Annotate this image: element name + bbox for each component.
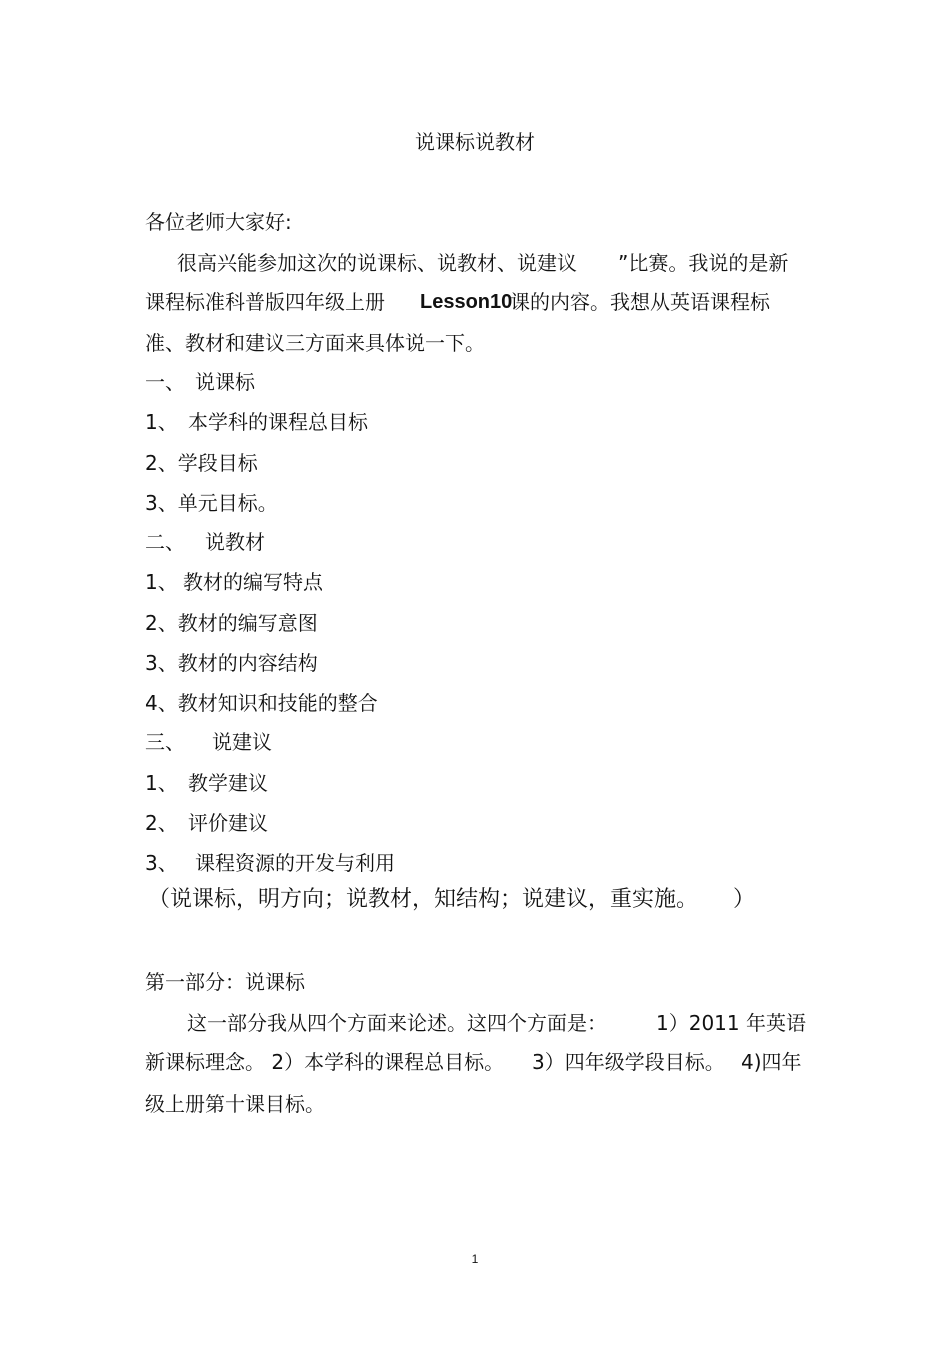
lesson-code: Lesson10 (420, 291, 513, 313)
intro-line-1b: ”比赛。我说的是新 (618, 251, 789, 275)
section-3-item-3-text: 课程资源的开发与利用 (195, 851, 395, 875)
summary-close-paren: ） (733, 887, 756, 912)
page-number: 1 (471, 1252, 479, 1266)
section-3-item-1-text: 教学建议 (188, 771, 268, 795)
section-1-title: 说课标 (195, 370, 255, 394)
section-2-number: 二、 (145, 530, 185, 554)
section-2-item-1-number: 1、 (145, 570, 178, 594)
section-3-number: 三、 (145, 730, 185, 754)
section-1-number: 一、 (145, 370, 185, 394)
document-title: 说课标说教材 (415, 130, 535, 154)
part-1-line-2c: 4)四年 (741, 1050, 802, 1074)
part-1-line-2b: 3）四年级学段目标。 (532, 1050, 725, 1074)
section-2-item-4: 4、教材知识和技能的整合 (145, 691, 378, 715)
section-2-item-1-text: 教材的编写特点 (183, 570, 323, 594)
intro-line-1a: 很高兴能参加这次的说课标、说教材、说建议 (177, 251, 577, 275)
part-1-line-2a: 新课标理念。 2）本学科的课程总目标。 (145, 1050, 505, 1074)
section-3-item-2-number: 2、 (145, 811, 178, 835)
section-2-item-2: 2、教材的编写意图 (145, 611, 318, 635)
greeting: 各位老师大家好: (145, 210, 292, 234)
intro-line-2c: 课的内容。我想从英语课程标 (510, 290, 770, 314)
summary-text: （说课标，明方向；说教材，知结构；说建议，重实施。 (148, 887, 699, 912)
part-1-line-3: 级上册第十课目标。 (145, 1092, 325, 1116)
section-3-title: 说建议 (212, 730, 272, 754)
section-2-title: 说教材 (205, 530, 265, 554)
part-1-heading: 第一部分：说课标 (145, 970, 305, 994)
section-3-item-2-text: 评价建议 (188, 811, 268, 835)
intro-line-3: 准、教材和建议三方面来具体说一下。 (145, 331, 485, 355)
intro-line-2a: 课程标准科普版四年级上册 (145, 290, 385, 314)
section-2-item-3: 3、教材的内容结构 (145, 651, 318, 675)
part-1-line-1b: 1）2011 年英语 (656, 1011, 806, 1035)
section-3-item-1-number: 1、 (145, 771, 178, 795)
section-1-item-2: 2、学段目标 (145, 451, 258, 475)
part-1-line-1a: 这一部分我从四个方面来论述。这四个方面是： (187, 1011, 607, 1035)
section-1-item-1-number: 1、 (145, 410, 178, 434)
section-1-item-3: 3、单元目标。 (145, 491, 278, 515)
section-1-item-1-text: 本学科的课程总目标 (188, 410, 368, 434)
section-3-item-3-number: 3、 (145, 851, 178, 875)
